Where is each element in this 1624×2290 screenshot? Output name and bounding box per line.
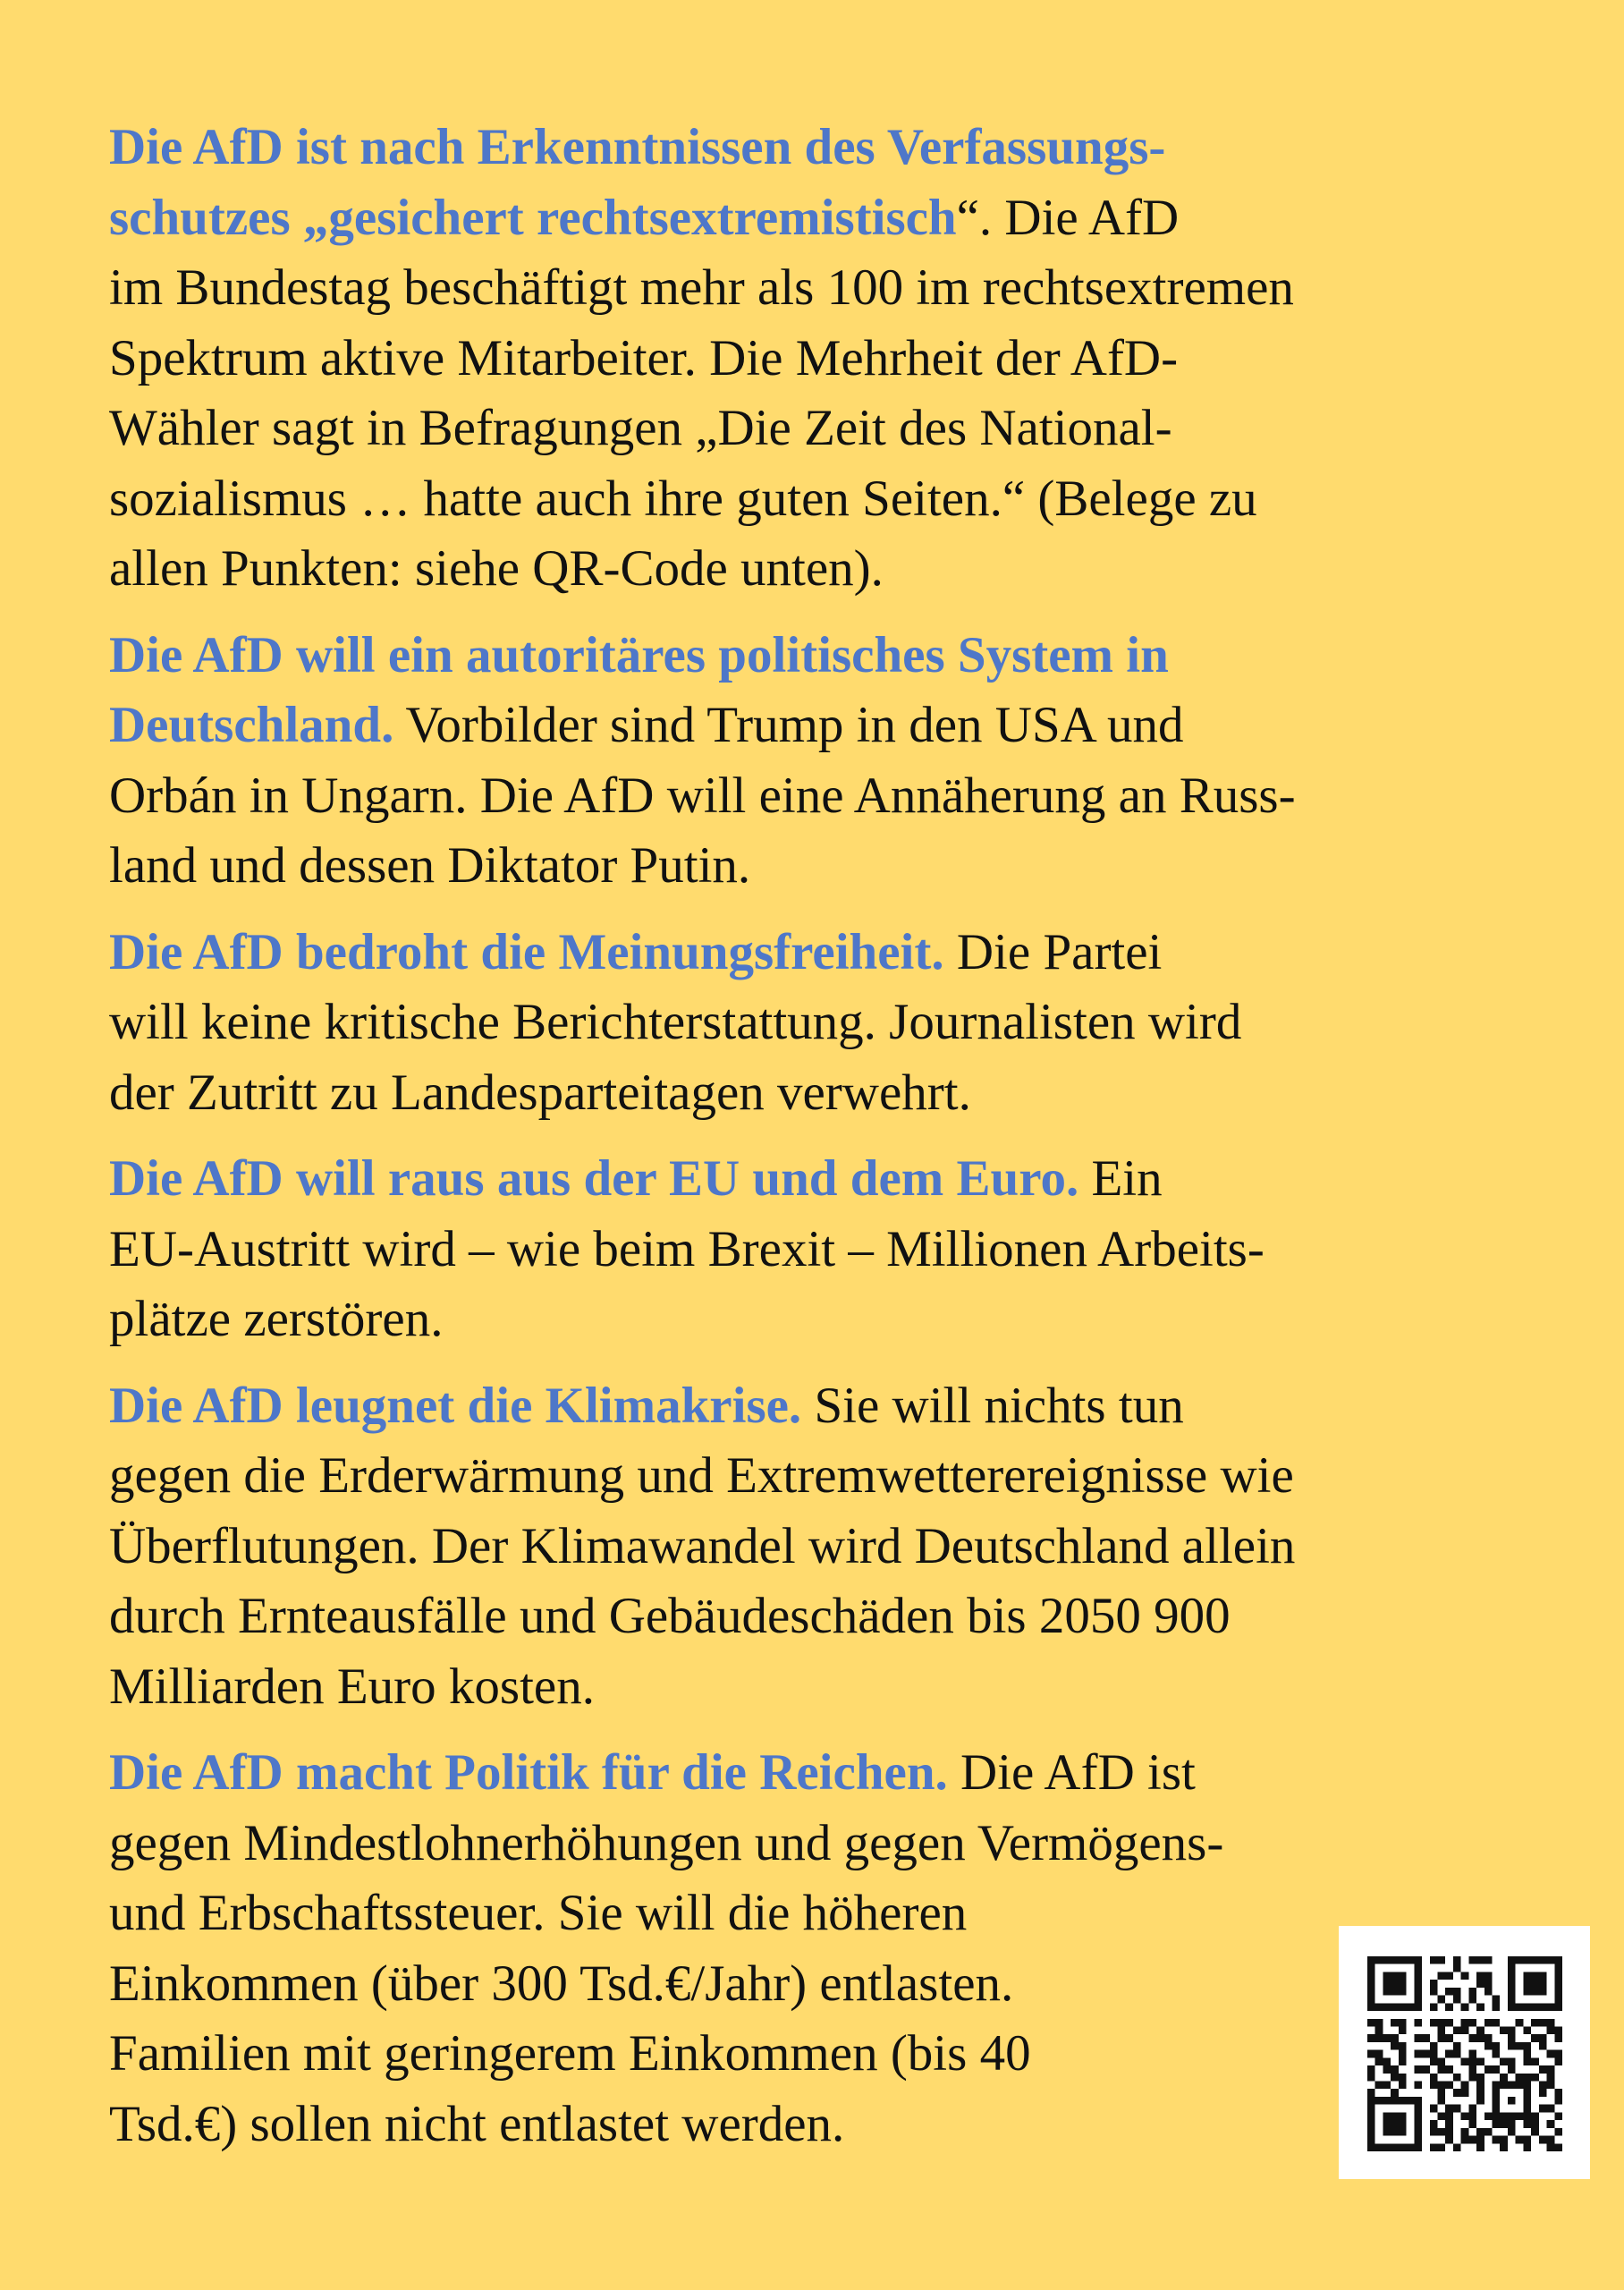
text-line: [109, 1371, 1522, 1442]
body-text: gegen Mindestlohnerhöhungen und gegen Vermögens-: [109, 1814, 1224, 1871]
headline: Die AfD ist nach Erkenntnissen des Verfassungs-: [109, 119, 1166, 175]
headline: schutzes „gesichert rechtsextremistisch: [109, 189, 957, 246]
body-text: Die AfD ist: [947, 1744, 1196, 1801]
body-text: allen Punkten: siehe QR-Code unten).: [109, 540, 884, 597]
body-text: Milliarden Euro kosten.: [109, 1658, 595, 1715]
body-text: durch Ernteausfälle und Gebäudeschäden bis 2050 900: [109, 1588, 1231, 1644]
headline: Die AfD will raus aus der EU und dem Euro.: [109, 1150, 1079, 1207]
text-line: [109, 464, 1522, 535]
text-line: [109, 324, 1522, 394]
text-line: [109, 253, 1522, 324]
text-line: [109, 1738, 1522, 1809]
text-line: [109, 1285, 1522, 1355]
text-line: [109, 1582, 1522, 1652]
body-text: EU-Austritt wird – wie beim Brexit – Millionen Arbeits-: [109, 1220, 1265, 1277]
text-line: [109, 2090, 1522, 2160]
qr-code-icon: [1367, 1956, 1562, 2151]
headline: Die AfD bedroht die Meinungsfreiheit.: [109, 923, 944, 980]
text-line: [109, 113, 1522, 183]
text-line: [109, 988, 1522, 1058]
body-text: Ein: [1078, 1150, 1163, 1207]
text-line: [109, 394, 1522, 464]
body-text: der Zutritt zu Landesparteitagen verwehrt.: [109, 1064, 971, 1121]
body-text: Überflutungen. Der Klimawandel wird Deutschland allein: [109, 1517, 1296, 1574]
body-text: und Erbschaftssteuer. Sie will die höheren: [109, 1885, 968, 1941]
body-text: sozialismus … hatte auch ihre guten Seiten.“ (Belege zu: [109, 470, 1257, 527]
headline: Die AfD leugnet die Klimakrise.: [109, 1377, 802, 1434]
body-text: Spektrum aktive Mitarbeiter. Die Mehrheit der AfD-: [109, 329, 1179, 386]
text-line: [109, 2019, 1522, 2090]
headline: Die AfD will ein autoritäres politisches System in: [109, 626, 1169, 683]
text-line: [109, 761, 1522, 832]
paragraph-reichen: [109, 1738, 1522, 2159]
body-text: Die Partei: [943, 923, 1163, 980]
body-text: “. Die AfD: [956, 189, 1180, 246]
paragraph-eu-euro: [109, 1144, 1522, 1355]
body-text: Wähler sagt in Befragungen „Die Zeit des National-: [109, 400, 1172, 456]
text-line: [109, 1512, 1522, 1582]
headline: Die AfD macht Politik für die Reichen.: [109, 1744, 948, 1801]
text-line: [109, 1652, 1522, 1723]
paragraph-autoritaer: [109, 621, 1522, 902]
text-line: [109, 1215, 1522, 1285]
headline: Deutschland.: [109, 697, 394, 753]
text-line: [109, 1058, 1522, 1129]
text-line: [109, 534, 1522, 605]
paragraph-klimakrise: [109, 1371, 1522, 1723]
paragraph-verfassungsschutz: [109, 113, 1522, 605]
text-line: [109, 183, 1522, 254]
text-line: [109, 1949, 1522, 2020]
body-text: Einkommen (über 300 Tsd.€/Jahr) entlasten.: [109, 1955, 1014, 2012]
text-line: [109, 1809, 1522, 1879]
flyer-text: [109, 113, 1522, 2176]
body-text: gegen die Erderwärmung und Extremwetterereignisse wie: [109, 1447, 1294, 1504]
text-line: [109, 1879, 1522, 1949]
body-text: Sie will nichts tun: [801, 1377, 1184, 1434]
text-line: [109, 918, 1522, 988]
body-text: Familien mit geringerem Einkommen (bis 40: [109, 2025, 1031, 2082]
body-text: Orbán in Ungarn. Die AfD will eine Annäherung an Russ-: [109, 767, 1296, 824]
body-text: will keine kritische Berichterstattung. Journalisten wird: [109, 994, 1242, 1050]
paragraph-meinungsfreiheit: [109, 918, 1522, 1129]
text-line: [109, 691, 1522, 761]
text-line: [109, 1441, 1522, 1512]
body-text: Vorbilder sind Trump in den USA und: [393, 697, 1184, 753]
text-line: [109, 621, 1522, 691]
text-line: [109, 1144, 1522, 1215]
body-text: Tsd.€) sollen nicht entlastet werden.: [109, 2095, 845, 2152]
body-text: plätze zerstören.: [109, 1291, 444, 1347]
qr-code[interactable]: [1339, 1926, 1590, 2179]
text-line: [109, 831, 1522, 902]
body-text: land und dessen Diktator Putin.: [109, 837, 751, 894]
body-text: im Bundestag beschäftigt mehr als 100 im rechtsextremen: [109, 259, 1294, 316]
